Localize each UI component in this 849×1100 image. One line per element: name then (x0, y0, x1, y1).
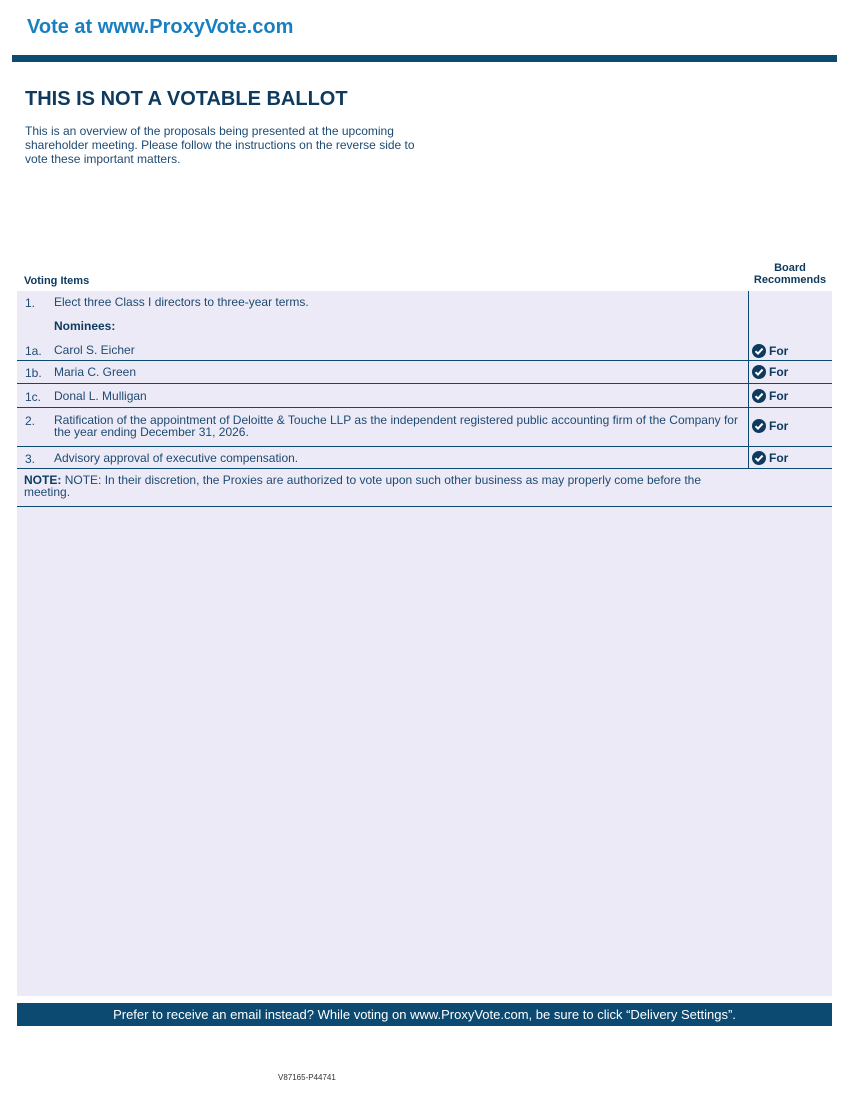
item-number: 3. (25, 452, 36, 466)
item-text: Ratification of the appointment of Deloitte & Touche LLP as the independent registered public accounting firm of the Company for the year ending December 31, 2026. (54, 413, 738, 439)
note-divider (17, 506, 832, 507)
recommendation-label: For (769, 389, 789, 403)
item-number: 1c. (25, 390, 42, 404)
item-number: 1. (25, 296, 36, 310)
check-circle-icon (752, 451, 766, 465)
table-row (17, 361, 832, 384)
item-text: Carol S. Eicher (54, 343, 135, 357)
check-circle-icon (752, 365, 766, 379)
board-recommendation (752, 344, 788, 358)
meeting-note (24, 474, 749, 498)
table-row (17, 342, 832, 361)
document-code: V87165-P44741 (278, 1073, 336, 1082)
note-label: NOTE: (24, 473, 62, 487)
recommendation-label: For (769, 344, 789, 358)
item-text: Maria C. Green (54, 365, 137, 379)
recommendation-label: For (769, 451, 789, 465)
board-header-line2: Recommends (753, 274, 827, 286)
recommendation-label: For (769, 419, 789, 433)
top-divider (12, 55, 837, 62)
check-circle-icon (752, 389, 766, 403)
item-number: 1a. (25, 344, 42, 358)
table-row (17, 296, 832, 314)
board-recommendation (752, 365, 788, 379)
board-header-line1: Board (774, 262, 806, 274)
proxyvote-link[interactable]: Vote at www.ProxyVote.com (27, 16, 294, 38)
item-text: Elect three Class I directors to three-year terms. (54, 295, 309, 309)
board-recommendation (752, 451, 788, 465)
item-text: Donal L. Mulligan (54, 389, 147, 403)
board-recommendation (752, 389, 788, 403)
table-row (17, 320, 832, 338)
delivery-settings-banner: Prefer to receive an email instead? While voting on www.ProxyVote.com, be sure to click “Delivery Settings”. (17, 1003, 832, 1026)
board-recommends-header (748, 262, 832, 286)
voting-items-header: Voting Items (24, 275, 90, 287)
board-recommendation (752, 419, 788, 433)
note-text: NOTE: In their discretion, the Proxies are authorized to vote upon such other business as may properly come before the meeting. (24, 473, 702, 499)
table-row (17, 408, 832, 447)
table-row (17, 447, 832, 469)
item-number: 1b. (25, 366, 42, 380)
recommendation-label: For (769, 365, 789, 379)
nominees-label: Nominees: (54, 319, 116, 333)
check-circle-icon (752, 344, 766, 358)
page-title: THIS IS NOT A VOTABLE BALLOT (25, 88, 348, 110)
check-circle-icon (752, 419, 766, 433)
item-number: 2. (25, 414, 36, 428)
item-text: Advisory approval of executive compensation. (54, 451, 299, 465)
intro-text: This is an overview of the proposals being presented at the upcoming shareholder meeting. Please follow the instructions on the reverse side to vote these important matters. (25, 124, 415, 166)
table-row (17, 384, 832, 408)
